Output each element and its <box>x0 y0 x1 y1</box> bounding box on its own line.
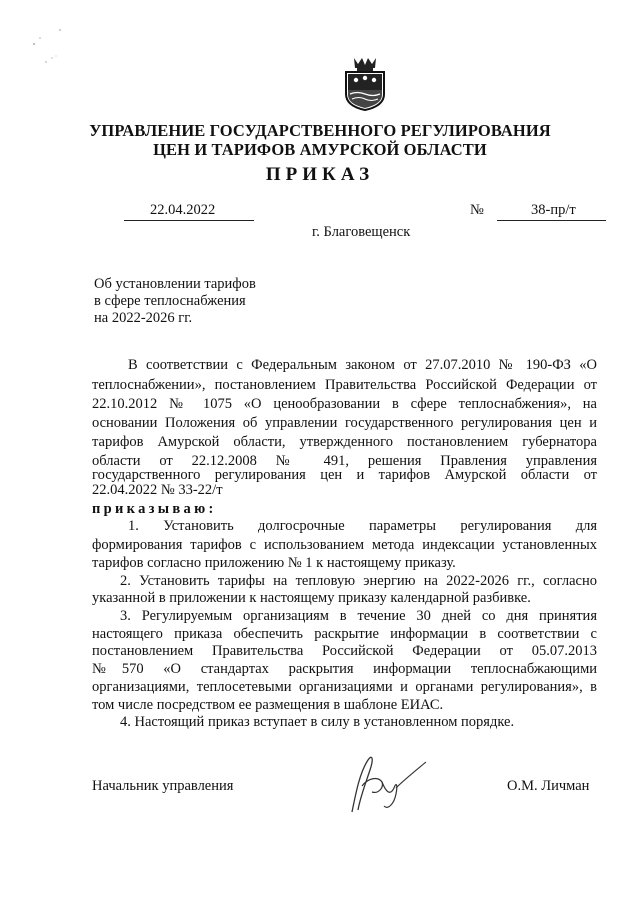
item1-line: 1. Установить долгосрочные параметры регулирования для <box>128 518 597 534</box>
coat-of-arms-icon <box>342 54 388 112</box>
signatory-title: Начальник управления <box>92 778 234 794</box>
preamble-line: 22.10.2012 № 1075 «О ценообразовании в сфере теплоснабжения», на <box>92 396 597 412</box>
number-underline <box>497 220 606 221</box>
item3-line: том числе посредством ее размещения в шаблоне ЕИАС. <box>92 697 444 713</box>
document-date: 22.04.2022 <box>150 202 216 218</box>
document-city: г. Благовещенск <box>312 224 411 240</box>
scan-specks <box>30 22 70 72</box>
item3-line: 3. Регулируемым организациям в течение 30 дней со дня принятия <box>120 608 597 624</box>
agency-name-line2: ЦЕН И ТАРИФОВ АМУРСКОЙ ОБЛАСТИ <box>153 140 487 159</box>
preamble-line: теплоснабжении», постановлением Правительства Российской Федерации от <box>92 377 597 393</box>
document-type: ПРИКАЗ <box>265 164 375 185</box>
subject-line: Об установлении тарифов <box>94 276 256 292</box>
preamble-line: тарифов Амурской области, утвержденного постановлением губернатора <box>92 434 597 450</box>
preamble-line: государственного регулирования цен и тарифов Амурской области от <box>92 467 597 483</box>
preamble-line: области от 22.12.2008 № 491, решения Правления управления <box>92 453 597 469</box>
item3-line: №570 «О стандартах раскрытия информации теплоснабжающими <box>92 661 597 677</box>
order-word: приказываю: <box>92 501 217 517</box>
number-sign: № <box>470 202 484 218</box>
item2-line: 2. Установить тарифы на тепловую энергию на 2022-2026 гг., согласно <box>120 573 597 589</box>
item1-line: формирования тарифов с использованием метода индексации установленных <box>92 537 597 553</box>
item3-line: настоящего приказа обеспечить раскрытие информации в соответствии с <box>92 626 597 642</box>
subject-line: в сфере теплоснабжения <box>94 293 246 309</box>
preamble-line: В соответствии с Федеральным законом от 27.07.2010 № 190-ФЗ «О <box>128 357 597 373</box>
handwritten-signature-icon <box>338 752 430 822</box>
preamble-line: 22.04.2022 № 33-22/т <box>92 482 223 498</box>
document-number: 38-пр/т <box>531 202 576 218</box>
preamble-line: основании Положения об управлении государственного регулирования цен и <box>92 415 597 431</box>
date-underline <box>124 220 254 221</box>
item2-line: указанной в приложении к настоящему приказу календарной разбивке. <box>92 590 531 606</box>
agency-name-line1: УПРАВЛЕНИЕ ГОСУДАРСТВЕННОГО РЕГУЛИРОВАНИЯ <box>89 121 551 140</box>
signatory-name: О.М. Личман <box>507 778 590 794</box>
item1-line: тарифов согласно приложению № 1 к настоящему приказу. <box>92 555 456 571</box>
subject-line: на 2022-2026 гг. <box>94 310 193 326</box>
item4-line: 4. Настоящий приказ вступает в силу в установленном порядке. <box>120 714 515 730</box>
item3-line: организациями, теплосетевыми организациями и органами регулирования», в <box>92 679 597 695</box>
item3-line: постановлением Правительства Российской Федерации от 05.07.2013 <box>92 643 597 659</box>
